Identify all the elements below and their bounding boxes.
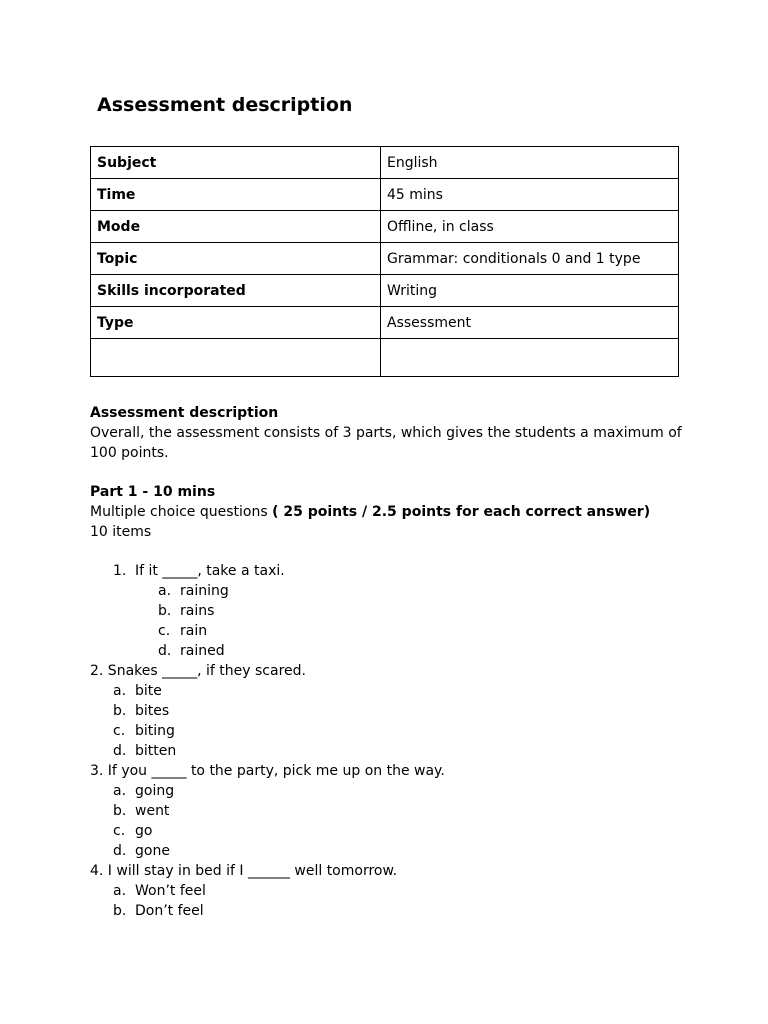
row-label-type: Type	[91, 307, 381, 339]
document-body	[90, 403, 690, 921]
answer-option	[90, 881, 690, 901]
answer-option	[90, 901, 690, 921]
empty-cell	[91, 339, 381, 377]
answer-option	[90, 601, 690, 621]
option-marker: c.	[113, 823, 126, 839]
row-value-time: 45 mins	[381, 179, 679, 211]
spacer	[90, 463, 690, 482]
description-paragraph: Overall, the assessment consists of 3 parts, which gives the students a maximum of 100 points.	[90, 425, 682, 461]
option-text: raining	[180, 583, 229, 599]
option-marker: d.	[113, 743, 127, 759]
row-value-type: Assessment	[381, 307, 679, 339]
assessment-info-table	[90, 146, 679, 377]
option-marker: a.	[113, 683, 127, 699]
option-text: rained	[180, 643, 225, 659]
table-row	[91, 275, 679, 307]
answer-option	[90, 621, 690, 641]
question-4: 4. I will stay in bed if I ______ well tomorrow.	[90, 863, 398, 879]
table-row	[91, 179, 679, 211]
row-label-subject: Subject	[91, 147, 381, 179]
option-text: gone	[135, 843, 170, 859]
answer-option	[90, 741, 690, 761]
option-text: bitten	[135, 743, 177, 759]
row-value-topic: Grammar: conditionals 0 and 1 type	[381, 243, 679, 275]
option-marker: a.	[113, 883, 127, 899]
part-heading: Part 1 - 10 mins	[90, 484, 216, 500]
answer-option	[90, 801, 690, 821]
page-title: Assessment description	[97, 94, 353, 116]
row-label-mode: Mode	[91, 211, 381, 243]
row-value-subject: English	[381, 147, 679, 179]
option-marker: d.	[113, 843, 127, 859]
answer-option	[90, 721, 690, 741]
row-label-skills: Skills incorporated	[91, 275, 381, 307]
question-text: If it _____, take a taxi.	[135, 563, 285, 579]
question-3: 3. If you _____ to the party, pick me up on the way.	[90, 763, 445, 779]
option-marker: b.	[113, 703, 127, 719]
part-intro-text: Multiple choice questions	[90, 504, 268, 520]
option-text: go	[135, 823, 153, 839]
option-marker: c.	[113, 723, 126, 739]
option-text: rain	[180, 623, 208, 639]
option-text: going	[135, 783, 175, 799]
option-text: bites	[135, 703, 170, 719]
answer-option	[90, 841, 690, 861]
option-marker: b.	[113, 903, 127, 919]
answer-option	[90, 821, 690, 841]
option-text: biting	[135, 723, 175, 739]
option-marker: a.	[158, 583, 172, 599]
option-text: rains	[180, 603, 215, 619]
spacer	[90, 542, 690, 561]
section-heading: Assessment description	[90, 405, 279, 421]
table-row	[91, 243, 679, 275]
option-marker: b.	[113, 803, 127, 819]
answer-option	[90, 701, 690, 721]
question-2: 2. Snakes _____, if they scared.	[90, 663, 306, 679]
empty-cell	[381, 339, 679, 377]
option-marker: c.	[158, 623, 171, 639]
option-text: Don’t feel	[135, 903, 204, 919]
row-value-mode: Offline, in class	[381, 211, 679, 243]
answer-option	[90, 581, 690, 601]
table-row	[91, 307, 679, 339]
option-marker: d.	[158, 643, 172, 659]
part-points: ( 25 points / 2.5 points for each correct answer)	[272, 504, 651, 520]
row-value-skills: Writing	[381, 275, 679, 307]
option-text: went	[135, 803, 170, 819]
row-label-time: Time	[91, 179, 381, 211]
items-count: 10 items	[90, 524, 152, 540]
question-1	[90, 561, 690, 581]
option-marker: b.	[158, 603, 172, 619]
option-text: Won’t feel	[135, 883, 206, 899]
empty-table-row	[91, 339, 679, 377]
table-row	[91, 147, 679, 179]
answer-option	[90, 681, 690, 701]
option-marker: a.	[113, 783, 127, 799]
table-row	[91, 211, 679, 243]
answer-option	[90, 641, 690, 661]
question-number: 1.	[113, 563, 127, 579]
option-text: bite	[135, 683, 162, 699]
part-intro	[90, 502, 690, 522]
answer-option	[90, 781, 690, 801]
row-label-topic: Topic	[91, 243, 381, 275]
